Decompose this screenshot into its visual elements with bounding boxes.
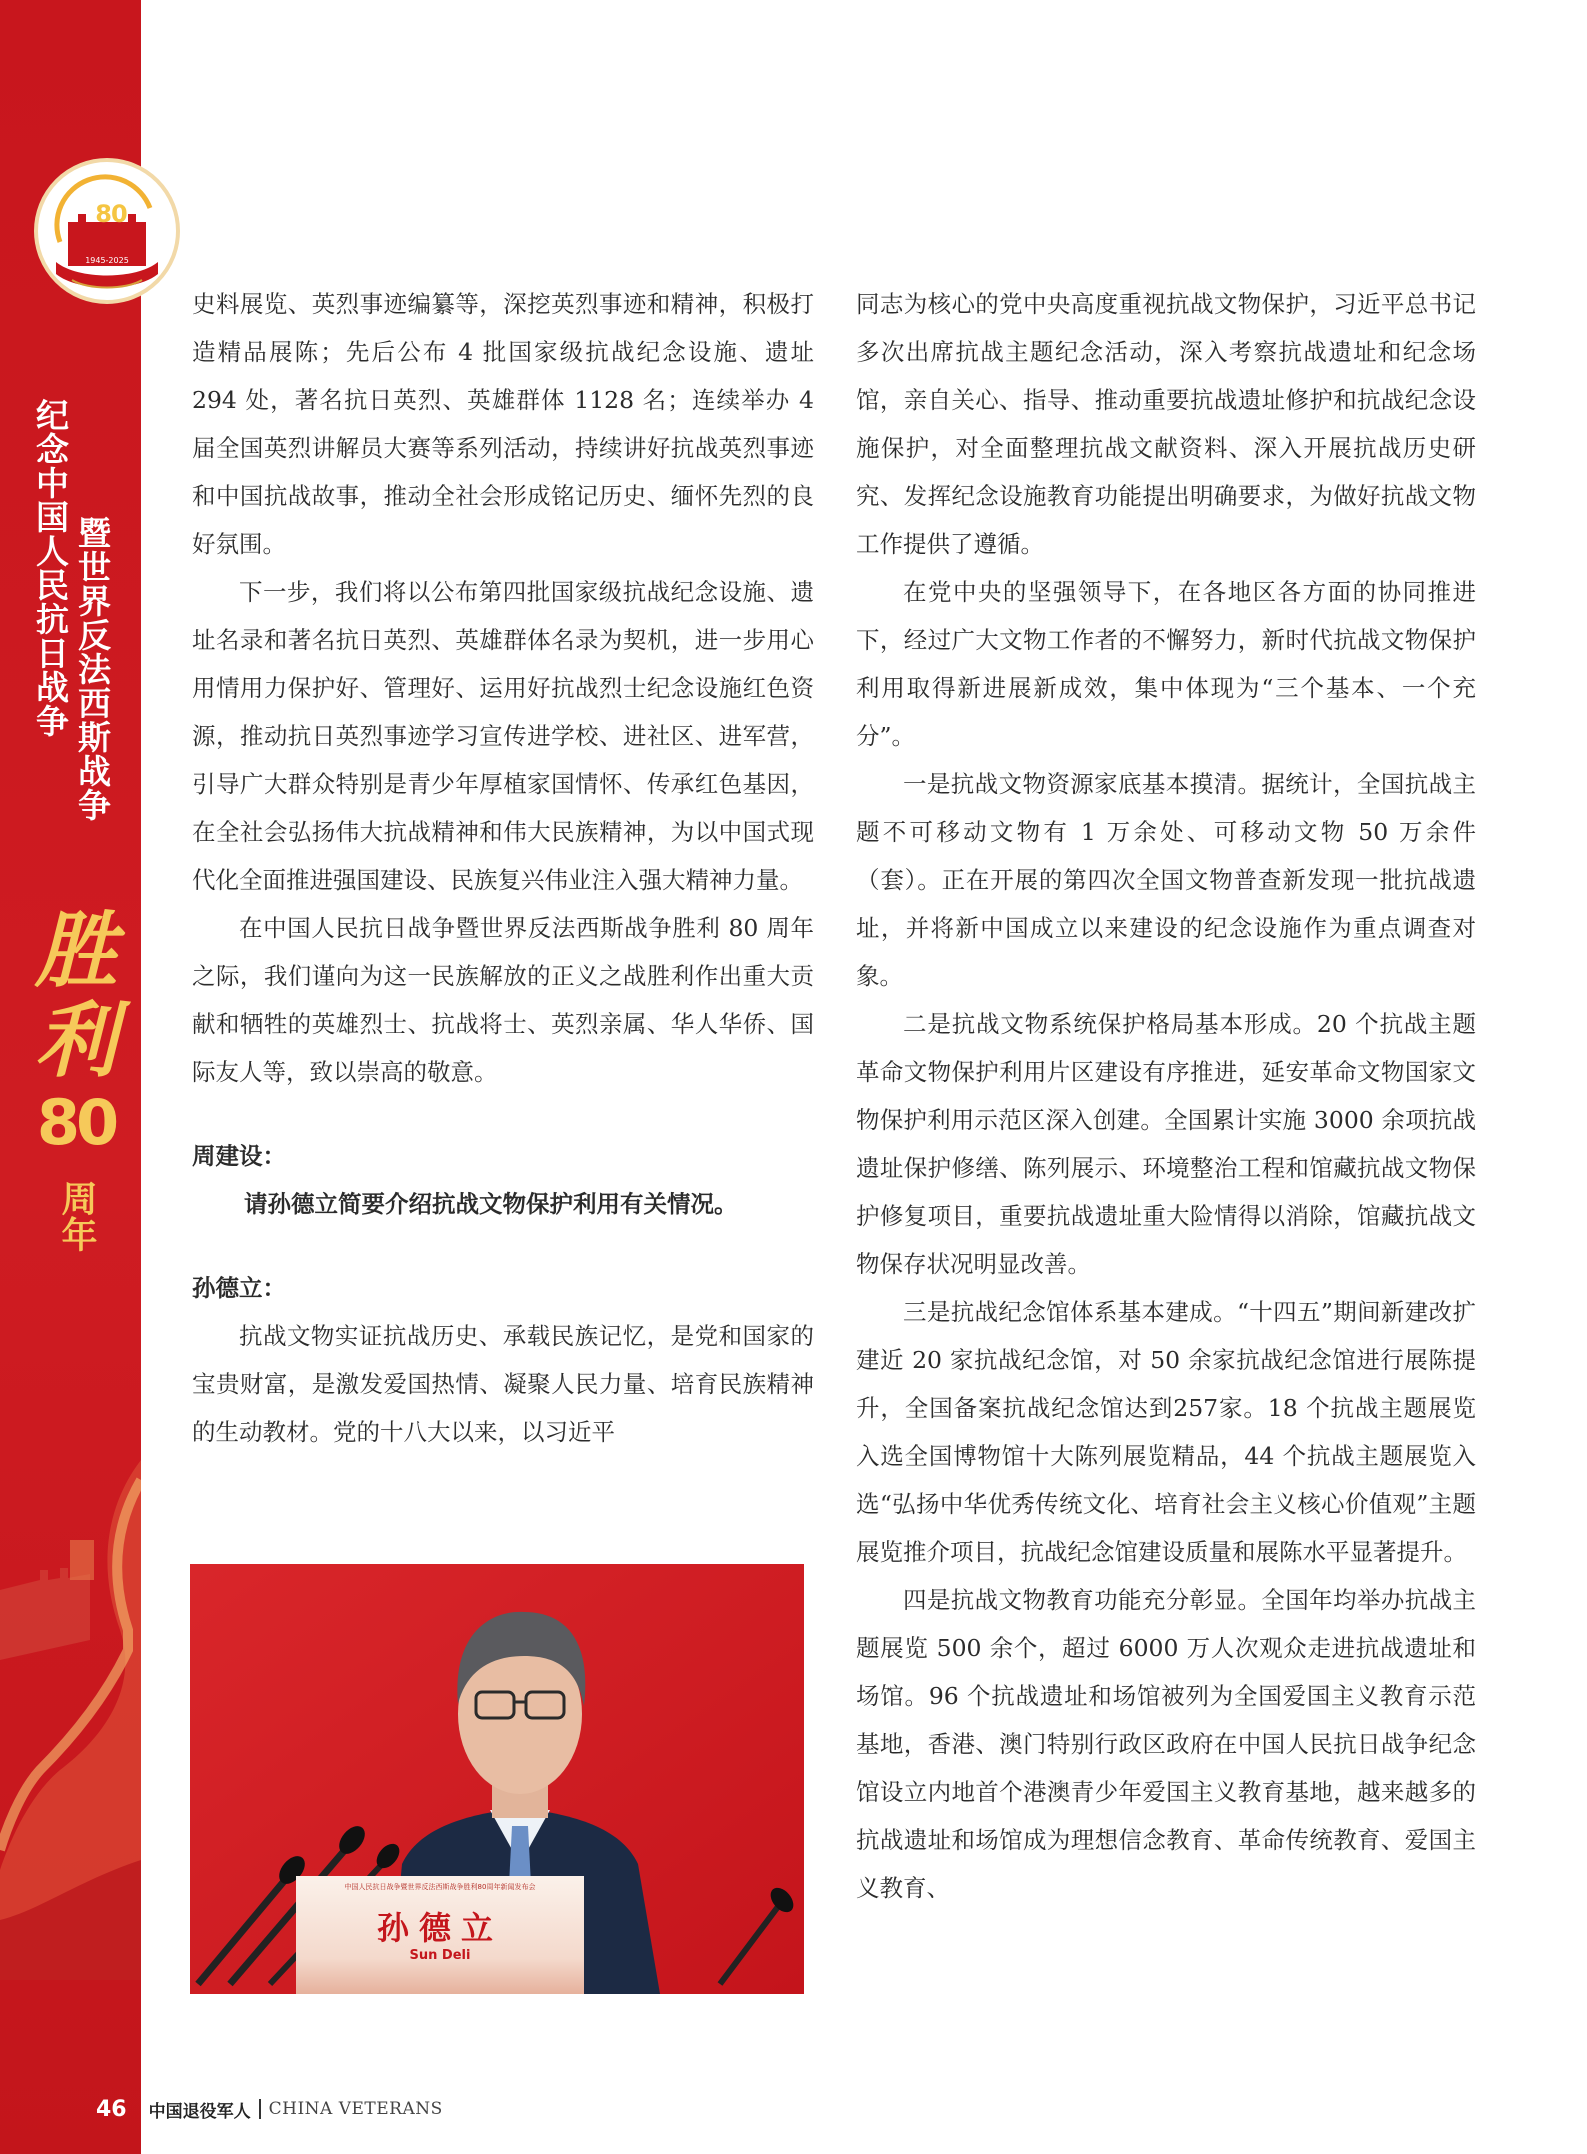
question-text: 请孙德立简要介绍抗战文物保护利用有关情况。 bbox=[244, 1190, 738, 1218]
vertical-title-line1: 纪念中国人民抗日战争 bbox=[31, 398, 70, 738]
paragraph: 三是抗战纪念馆体系基本建成。“十四五”期间新建改扩建近 20 家抗战纪念馆，对 50 余家抗战纪念馆进行展陈提升，全国备案抗战纪念馆达到257家。18 个抗战主题展览入选全国博物馆十大陈列展览精品，44 个抗战主题展览入选“弘扬中华优秀传统文化、培育社会主义核心价值观”主题展览推介项目，抗战纪念馆建设质量和展陈水平显著提升。 bbox=[856, 1298, 1476, 1566]
footer-divider bbox=[259, 2099, 261, 2119]
vertical-title-line2: 暨世界反法西斯战争 bbox=[73, 516, 112, 822]
paragraph: 同志为核心的党中央高度重视抗战文物保护，习近平总书记多次出席抗战主题纪念活动，深入考察抗战遗址和纪念场馆，亲自关心、指导、推动重要抗战遗址修护和抗战纪念设施保护，对全面整理抗战文献资料、深入开展抗战历史研究、发挥纪念设施教育功能提出明确要求，为做好抗战文物工作提供了遵循。 bbox=[856, 290, 1476, 558]
calligraphy-sheng: 胜 bbox=[35, 903, 117, 999]
paragraph: 下一步，我们将以公布第四批国家级抗战纪念设施、遗址名录和著名抗日英烈、英雄群体名录为契机，进一步用心用情用力保护好、管理好、运用好抗战烈士纪念设施红色资源，推动抗日英烈事迹学习宣传进学校、进社区、进军营，引导广大群众特别是青少年厚植家国情怀、传承红色基因，在全社会弘扬伟大抗战精神和伟大民族精神，为以中国式现代化全面推进强国建设、民族复兴伟业注入强大精神力量。 bbox=[192, 578, 814, 894]
speaker-photo bbox=[190, 1564, 804, 1994]
emblem-number: 80 bbox=[95, 200, 127, 228]
paragraph: 二是抗战文物系统保护格局基本形成。20 个抗战主题革命文物保护利用片区建设有序推进，延安革命文物国家文物保护利用示范区深入创建。全国累计实施 3000 余项抗战遗址保护修缮、陈列展示、环境整治工程和馆藏抗战文物保护修复项目，重要抗战遗址重大险情得以消除，馆藏抗战文物保存状况明显改善。 bbox=[856, 1010, 1476, 1278]
speaker-sun-deli: 孙德立： bbox=[192, 1274, 286, 1302]
page-footer bbox=[96, 2094, 443, 2124]
paragraph: 在中国人民抗日战争暨世界反法西斯战争胜利 80 周年之际，我们谨向为这一民族解放的正义之战胜利作出重大贡献和牺牲的英雄烈士、抗战将士、英烈亲属、华人华侨、国际友人等，致以崇高的敬意。 bbox=[192, 914, 814, 1086]
paragraph: 一是抗战文物资源家底基本摸清。据统计，全国抗战主题不可移动文物有 1 万余处、可移动文物 50 万余件（套）。正在开展的第四次全国文物普查新发现一批抗战遗址，并将新中国成立以来建设的纪念设施作为重点调查对象。 bbox=[856, 770, 1476, 990]
speaker-zhou-jianshe: 周建设： bbox=[192, 1142, 286, 1170]
left-column bbox=[192, 280, 814, 1456]
nameplate-english-name: Sun Deli bbox=[409, 1948, 471, 1963]
paragraph: 在党中央的坚强领导下，在各地区各方面的协同推进下，经过广大文物工作者的不懈努力，新时代抗战文物保护利用取得新进展新成效，集中体现为“三个基本、一个充分”。 bbox=[856, 578, 1476, 750]
anniversary-emblem bbox=[34, 158, 180, 304]
sidebar-80: 80 bbox=[36, 1086, 116, 1159]
nameplate bbox=[296, 1876, 584, 1994]
nameplate-header: 中国人民抗日战争暨世界反法西斯战争胜利80周年新闻发布会 bbox=[344, 1883, 536, 1891]
magazine-name-chinese: 中国退役军人 bbox=[148, 2101, 251, 2122]
paragraph: 四是抗战文物教育功能充分彰显。全国年均举办抗战主题展览 500 余个，超过 6000 万人次观众走进抗战遗址和场馆。96 个抗战遗址和场馆被列为全国爱国主义教育示范基地，香港、澳门特别行政区政府在中国人民抗日战争纪念馆设立内地首个港澳青少年爱国主义教育基地，越来越多的抗战遗址和场馆成为理想信念教育、革命传统教育、爱国主义教育、 bbox=[856, 1586, 1476, 1902]
right-column bbox=[856, 280, 1476, 1912]
emblem-years: 1945-2025 bbox=[85, 256, 129, 265]
paragraph: 抗战文物实证抗战历史、承载民族记忆，是党和国家的宝贵财富，是激发爱国热情、凝聚人民力量、培育民族精神的生动教材。党的十八大以来，以习近平 bbox=[192, 1322, 814, 1446]
great-wall-illustration bbox=[0, 1440, 141, 1980]
page-number: 46 bbox=[96, 2096, 127, 2122]
magazine-name-english: CHINA VETERANS bbox=[268, 2099, 443, 2119]
emblem-graphic bbox=[38, 162, 176, 300]
paragraph: 史料展览、英烈事迹编纂等，深挖英烈事迹和精神，积极打造精品展陈；先后公布 4 批国家级抗战纪念设施、遗址 294 处，著名抗日英烈、英雄群体 1128 名；连续举办 4 届全国英烈讲解员大赛等系列活动，持续讲好抗战英烈事迹和中国抗战故事，推动全社会形成铭记历史、缅怀先烈的良好氛围。 bbox=[192, 290, 814, 558]
sidebar-zhounian: 周年 bbox=[56, 1180, 97, 1252]
nameplate-chinese-name: 孙德立 bbox=[376, 1909, 503, 1947]
calligraphy-li: 利 bbox=[35, 993, 117, 1089]
